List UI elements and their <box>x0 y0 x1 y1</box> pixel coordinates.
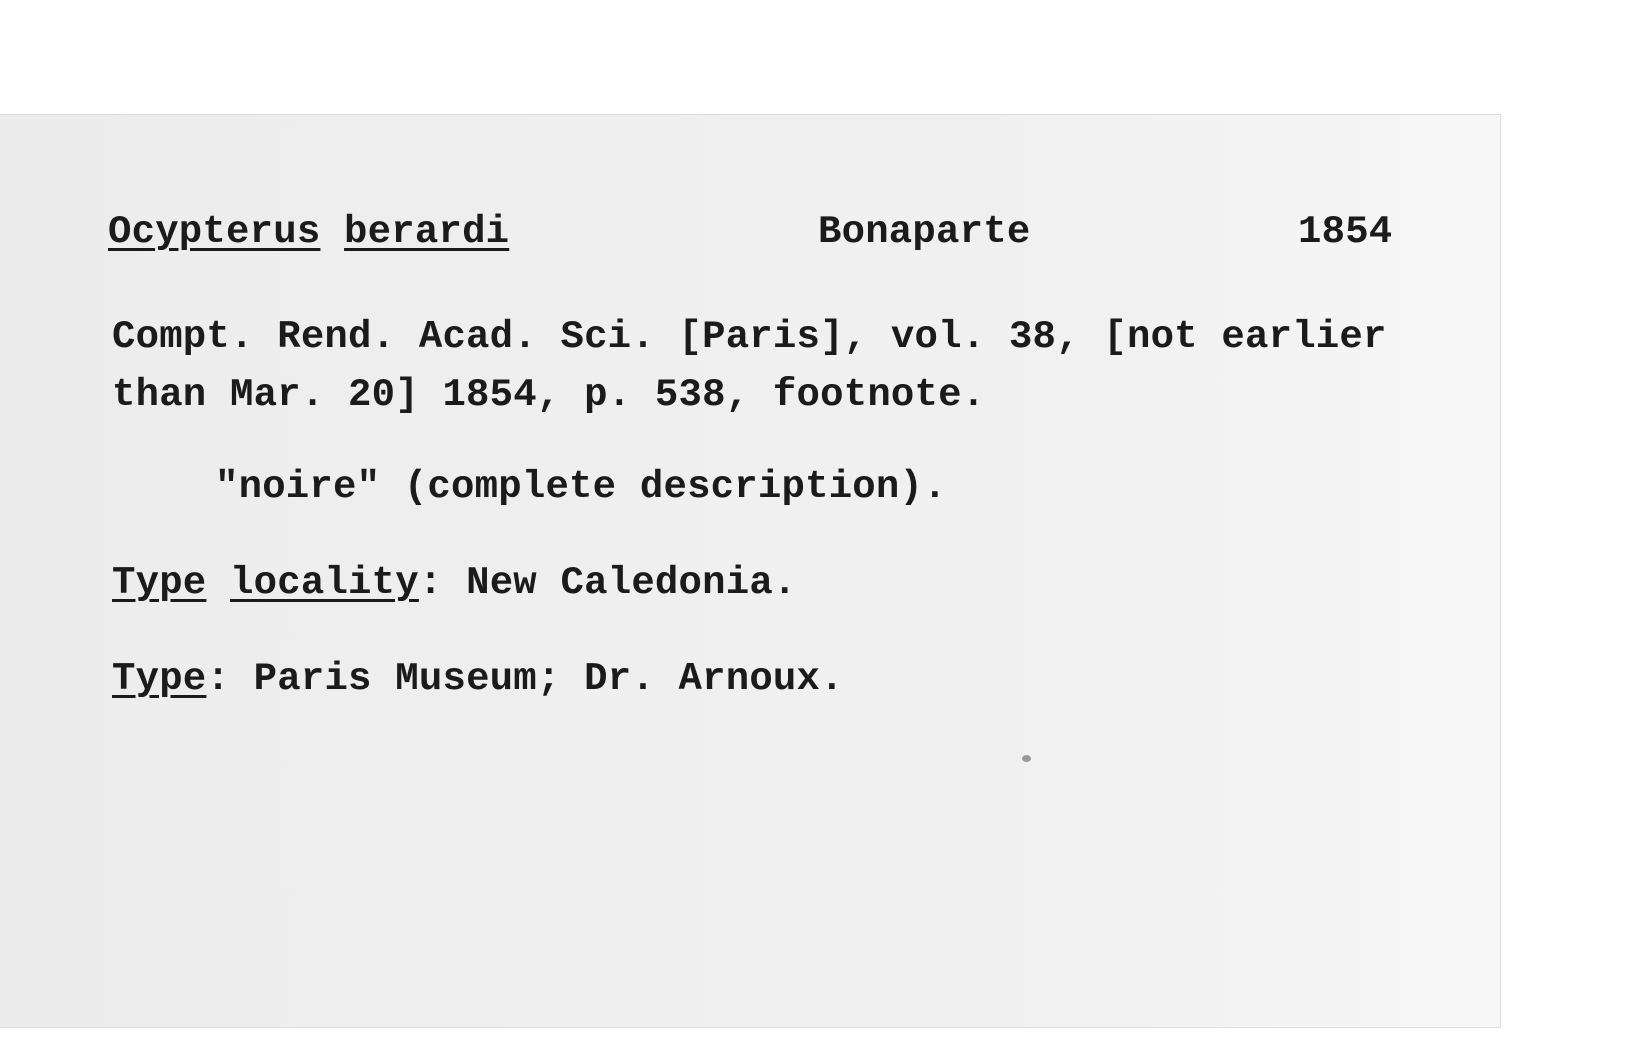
ink-speck <box>1022 755 1031 762</box>
type-locality-value: New Caledonia. <box>466 561 797 605</box>
type-separator: : <box>206 657 231 701</box>
type-locality-separator: : <box>418 561 443 605</box>
citation-line-1: Compt. Rend. Acad. Sci. [Paris], vol. 38, [not earlier <box>112 315 1387 359</box>
description-note: "noire" (complete description). <box>215 465 947 509</box>
genus-name: Ocypterus <box>108 210 321 254</box>
citation-line-2: than Mar. 20] 1854, p. 538, footnote. <box>112 373 986 417</box>
type-locality-label-word1: Type <box>112 561 207 605</box>
taxon-name <box>108 210 509 254</box>
publication-year: 1854 <box>1298 210 1393 254</box>
index-card <box>0 114 1501 1028</box>
type-locality-line <box>112 561 797 605</box>
type-line <box>112 657 844 701</box>
type-label: Type <box>112 657 207 701</box>
type-value: Paris Museum; Dr. Arnoux. <box>253 657 844 701</box>
author-name: Bonaparte <box>818 210 1031 254</box>
species-name: berardi <box>344 210 510 254</box>
type-locality-label-word2: locality <box>230 561 419 605</box>
